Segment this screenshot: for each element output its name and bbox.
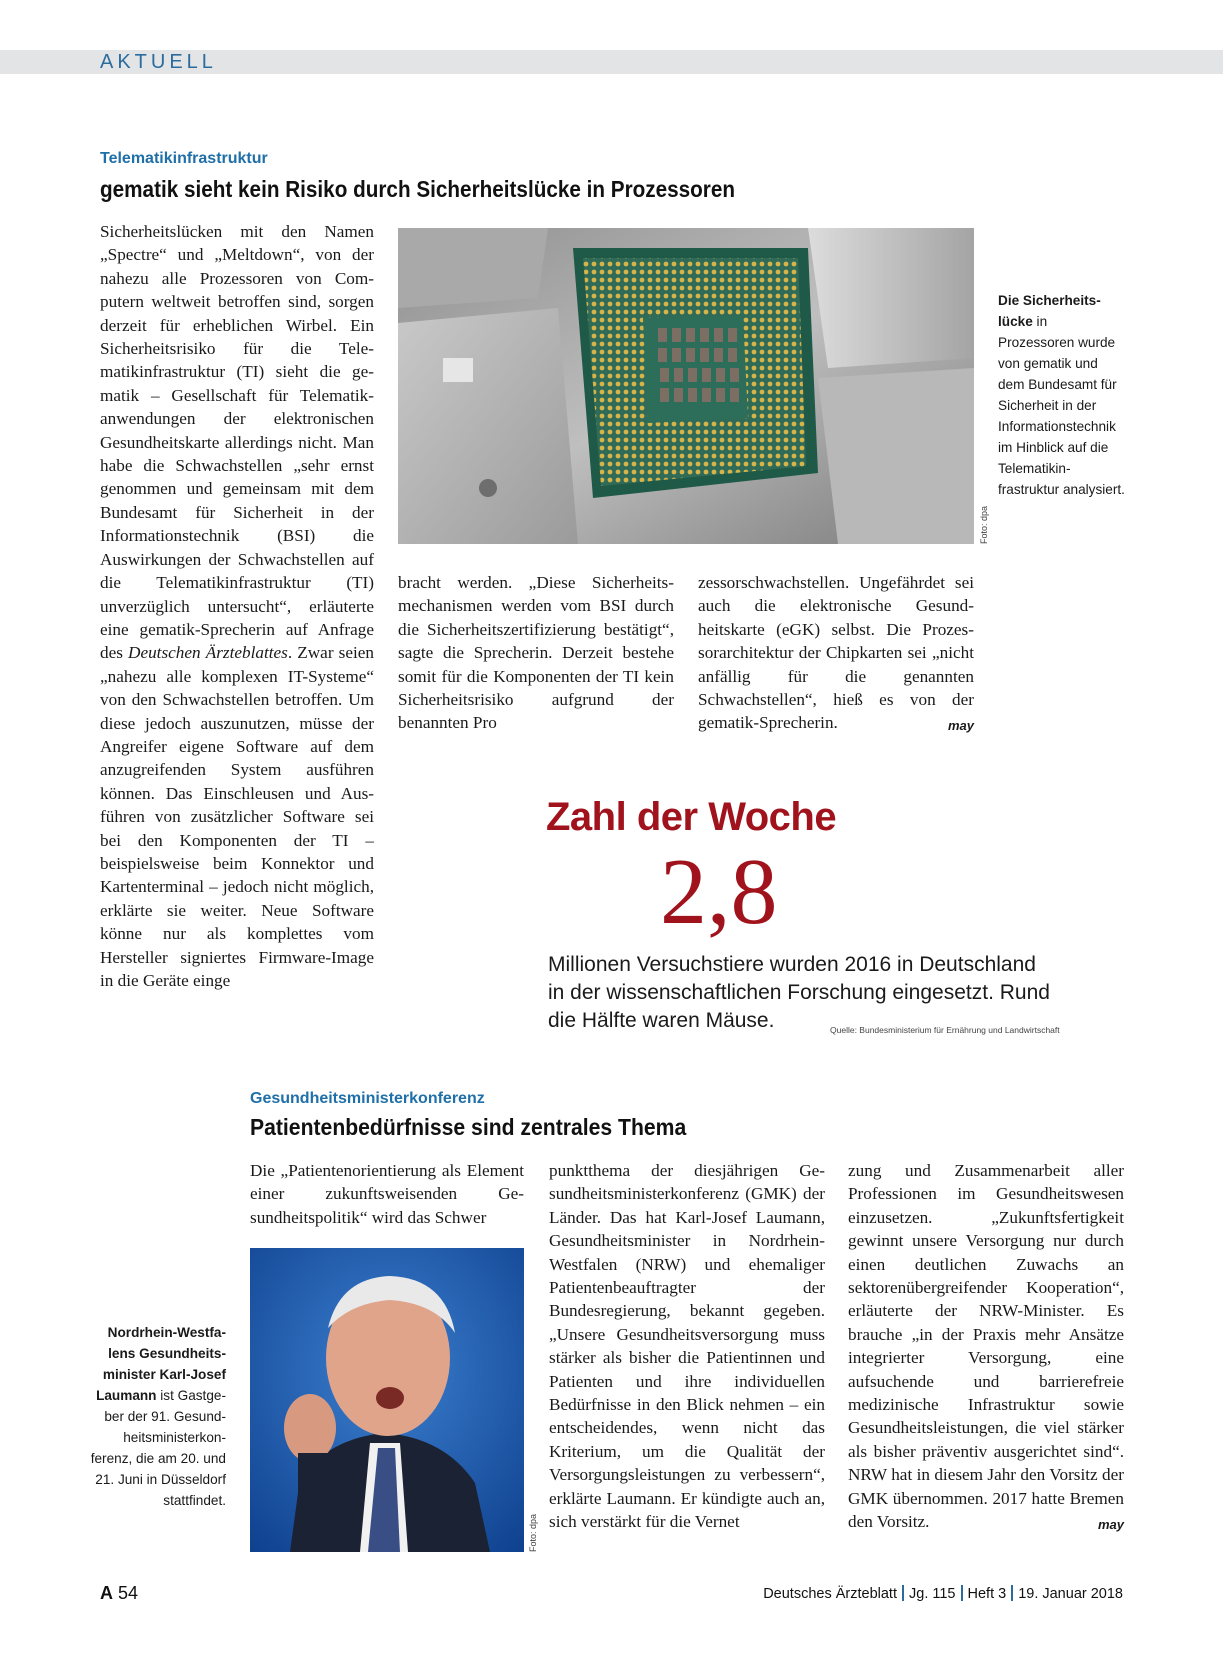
article1-col1-text-b: . Zwar seien „nahezu alle komplexen IT-Systeme“ von den Schwachstellen betroffen. Um diese jedoch auszunutzen, müsse der Angreifer eigene Software auf dem anzugreifenden System ausführen können. Das Einschleusen und Ausführen von zusätzlicher Software sei bei den Komponenten der TI – beispielsweise beim Konnektor und Kartenterminal – jedoch nicht möglich, erklärte sie weiter. Neue Software könne nur als komplettes vom Hersteller signiertes Firmware-Image in die Geräte einge <box>100 643 374 990</box>
page-prefix: A <box>100 1583 113 1603</box>
number-of-week-source: Quelle: Bundesministerium für Ernährung und Landwirtschaft <box>830 1025 1060 1035</box>
number-of-week-value: 2,8 <box>660 840 778 944</box>
article1-signature: may <box>947 718 974 734</box>
journal-name: Deutsches Ärzteblatt <box>763 1586 897 1602</box>
footer-separator <box>1011 1585 1013 1601</box>
photo-credit-2: Foto: dpa <box>528 1513 538 1552</box>
minister-photo <box>250 1248 524 1552</box>
journal-date: 19. Januar 2018 <box>1018 1586 1123 1602</box>
page-number-value: 54 <box>118 1583 139 1603</box>
photo-credit-1: Foto: dpa <box>979 505 989 544</box>
number-of-week-description: Millionen Versuchstiere wurden 2016 in Deutschland in der wissenschaftlichen Forschung eingesetzt. Rund die Hälfte waren Mäuse. <box>548 953 1050 1032</box>
article1-column-2: bracht werden. „Diese Sicherheitsmechanismen werden vom BSI durch die Sicherheitszertifizierung bestätigt“, sagte die Sprecherin. Derzeit bestehe somit für die Komponenten der TI kein Sicherheitsrisiko aufgrund der benannten Pro <box>398 573 674 733</box>
caption-1-text: in Prozessoren wurde von gematik und dem Bundesamt für Sicherheit in der Informationstechnik im Hinblick auf die Telematikinfrastruktur analysiert. <box>998 314 1125 497</box>
article1-column-1 <box>100 220 374 992</box>
caption-2-text: ist Gastgeber der 91. Gesundheitsministerkonferenz, die am 20. und 21. Juni in Düsseldorf stattfindet. <box>90 1388 226 1508</box>
article1-col3-text: zessorschwachstellen. Ungefährdet sei auch die elektronische Gesundheitskarte (eGK) selbst. Die Prozessorarchitektur der Chipkarten sei „nicht anfällig für die genannten Schwachstellen“, hieß es von der gematik-Sprecherin. <box>698 573 974 733</box>
article2-col3-text: zung und Zusammenarbeit aller Professionen im Gesundheitswesen einzusetzen. „Zukunftsfertigkeit gewinnt unsere Versorgung nur durch einen deutlichen Zuwachs an sektorenübergreifender Kooperation“, erläuterte der NRW-Minister. Es brauche „in der Praxis mehr Ansätze integrierter Versorgung, eine aufsuchende und barrierefreie medizinische Infrastruktur sowie Gesundheitsleistungen, die viel stärker als bisher präventiv ausgerichtet sind“. NRW hat in diesem Jahr den Vorsitz der GMK übernommen. 2017 hatte Bremen den Vorsitz. <box>848 1161 1124 1532</box>
section-label: AKTUELL <box>100 51 217 73</box>
footer-separator <box>961 1585 963 1601</box>
article2-signature: may <box>1097 1517 1124 1533</box>
article2-kicker: Gesundheitsministerkonferenz <box>250 1090 485 1107</box>
photo-caption-2 <box>88 1322 226 1511</box>
article2-column-2: punktthema der diesjährigen Gesundheitsministerkonferenz (GMK) der Länder. Das hat Karl-Josef Laumann, Gesundheitsminister in Nordrhein-Westfalen (NRW) und ehemaliger Patientenbeauftragter der Bundesregierung, bekannt gegeben. „Unsere Gesundheitsversorgung muss stärker als bisher die Patientinnen und Patienten und ihre individuellen Bedürfnisse in den Blick nehmen – ein entscheidendes, wenn nicht das Kriterium, um die Qualität der Versorgungsleistungen zu verbessern“, erklärte Laumann. Er kündigte auch an, sich verstärkt für die Vernet <box>549 1161 825 1532</box>
processor-photo-illustration <box>398 228 974 544</box>
article2-column-3 <box>848 1159 1124 1537</box>
article1-col1-text: Sicherheitslücken mit den Namen „Spectre“ und „Meltdown“, von der nahezu alle Prozessoren von Computern weltweit betroffen sind, sorgen derzeit für erheblichen Wirbel. Ein Sicherheitsrisiko für die Telematikinfrastruktur (TI) sieht die gematik – Gesellschaft für Telematikanwendungen der elektronischen Gesundheitskarte allerdings nicht. Man habe die Schwachstellen „sehr ernst genommen und gemeinsam mit dem Bundesamt für Sicherheit in der Informationstechnik (BSI) die Auswirkungen der Schwachstellen auf die Telematikinfrastruktur (TI) unverzüglich untersucht“, erläuterte eine gematik-Sprecherin auf Anfrage des <box>100 222 374 663</box>
photo-caption-1 <box>998 290 1126 500</box>
article1-headline: gematik sieht kein Risiko durch Sicherheitslücke in Prozessoren <box>100 176 736 202</box>
minister-photo-illustration <box>250 1248 524 1552</box>
caption-1-bold: Die Sicherheitslücke <box>998 293 1101 329</box>
number-of-week-title: Zahl der Woche <box>546 795 837 839</box>
article1-kicker: Telematikinfrastruktur <box>100 150 268 167</box>
caption-2-bold: Nordrhein-Westfalens Gesundheitsminister Karl-Josef Laumann <box>96 1325 226 1403</box>
article2-column-1: Die „Patientenorientierung als Element einer zukunftsweisenden Gesundheitspolitik“ wird das Schwer <box>250 1161 524 1227</box>
footer-separator <box>902 1585 904 1601</box>
article2-headline: Patientenbedürfnisse sind zentrales Thema <box>250 1114 687 1140</box>
journal-info <box>763 1585 1123 1602</box>
article1-column-3 <box>698 571 974 738</box>
processor-photo <box>398 228 974 544</box>
journal-issue: Heft 3 <box>967 1586 1007 1602</box>
page-number <box>100 1583 138 1604</box>
journal-volume: Jg. 115 <box>909 1586 956 1602</box>
article1-col1-italic: Deutschen Ärzteblattes <box>128 643 288 663</box>
